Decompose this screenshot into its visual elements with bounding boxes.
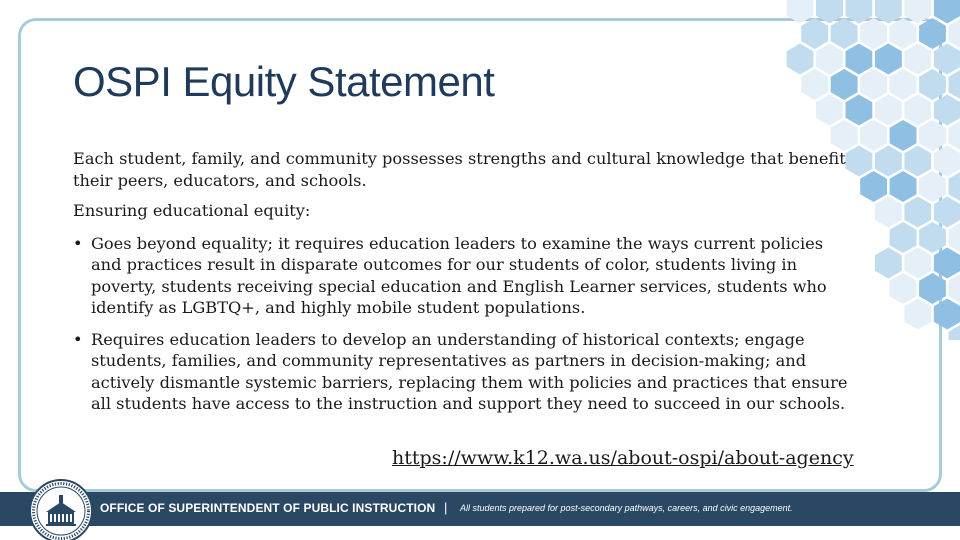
- bullet-icon: •: [73, 329, 83, 349]
- hexagon-tile: [875, 248, 902, 279]
- hexagon-tile: [860, 120, 887, 151]
- hexagon-tile: [890, 222, 917, 253]
- hexagon-tile: [934, 95, 960, 126]
- hexagon-tile: [919, 120, 946, 151]
- hexagon-tile: [904, 197, 931, 228]
- hexagon-tile: [919, 273, 946, 304]
- hexagon-tile: [801, 18, 828, 49]
- hexagon-tile: [919, 171, 946, 202]
- hexagon-tile: [816, 95, 843, 126]
- intro-paragraph: Each student, family, and community possesses strengths and cultural knowledge that benefit their peers, educators, and schools.: [73, 149, 846, 190]
- hexagon-tile: [904, 95, 931, 126]
- bullet-list: [73, 233, 853, 415]
- bullet-text: Goes beyond equality; it requires education leaders to examine the ways current policies and practices result in disparate outcomes for our students of color, students living in poverty, students receiving special education and English Learner services, students who identify as LGBTQ+, and highly mobile student populations.: [91, 233, 827, 317]
- list-item: [73, 233, 853, 319]
- hexagon-tile: [816, 0, 843, 24]
- hexagon-tile: [949, 273, 960, 304]
- about-agency-link[interactable]: https://www.k12.wa.us/about-ospi/about-agency: [392, 447, 854, 469]
- hexagon-tile: [949, 222, 960, 253]
- hexagon-tile: [890, 69, 917, 100]
- slide-title: OSPI Equity Statement: [73, 58, 495, 105]
- hexagon-tile: [890, 273, 917, 304]
- hexagon-tile: [787, 0, 814, 24]
- hexagon-tile: [860, 69, 887, 100]
- hexagon-tile: [831, 69, 858, 100]
- hexagon-tile: [875, 146, 902, 177]
- hexagon-tile: [875, 0, 902, 24]
- hexagon-tile: [919, 222, 946, 253]
- hexagon-tile: [801, 69, 828, 100]
- slide-body: [73, 148, 853, 415]
- hexagon-tile: [934, 0, 960, 24]
- hexagon-tile: [890, 18, 917, 49]
- hexagon-tile: [904, 146, 931, 177]
- hexagon-tile: [919, 69, 946, 100]
- footer-bar: [0, 492, 960, 526]
- hexagon-tile: [904, 44, 931, 75]
- org-name: OFFICE OF SUPERINTENDENT OF PUBLIC INSTRUCTION: [100, 501, 436, 515]
- hexagon-tile: [904, 0, 931, 24]
- hexagon-tile: [890, 120, 917, 151]
- hexagon-tile: [949, 171, 960, 202]
- list-item: [73, 329, 853, 415]
- hexagon-tile: [904, 248, 931, 279]
- hexagon-tile: [846, 95, 873, 126]
- hexagon-tile: [890, 171, 917, 202]
- state-seal-icon: [28, 478, 94, 540]
- hexagon-tile: [934, 146, 960, 177]
- hexagon-tile: [934, 299, 960, 330]
- hexagon-tile: [831, 120, 858, 151]
- bullet-icon: •: [73, 233, 83, 253]
- hexagon-tile: [875, 44, 902, 75]
- hexagon-tile: [875, 197, 902, 228]
- hexagon-tile: [919, 18, 946, 49]
- hexagon-tile: [831, 18, 858, 49]
- hexagon-tile: [949, 120, 960, 151]
- hexagon-tile: [904, 299, 931, 330]
- hexagon-tile: [949, 18, 960, 49]
- footer-tagline: All students prepared for post-secondary pathways, careers, and civic engagement.: [460, 503, 793, 513]
- subheading: Ensuring educational equity:: [73, 201, 311, 220]
- hexagon-tile: [934, 248, 960, 279]
- bullet-text: Requires education leaders to develop an understanding of historical contexts; engage students, families, and community representatives as partners in decision-making; and actively dismantle systemic barriers, replacing them with policies and practices that ensure all students have access to the instruction and support they need to succeed in our schools.: [91, 329, 848, 413]
- hexagon-tile: [846, 0, 873, 24]
- hexagon-tile: [934, 197, 960, 228]
- footer-separator: |: [444, 500, 448, 515]
- hexagon-tile: [816, 44, 843, 75]
- hexagon-tile: [846, 44, 873, 75]
- hexagon-tile: [934, 44, 960, 75]
- hexagon-tile: [860, 18, 887, 49]
- hexagon-tile: [787, 44, 814, 75]
- hexagon-tile: [949, 69, 960, 100]
- hexagon-tile: [860, 171, 887, 202]
- hexagon-tile: [875, 95, 902, 126]
